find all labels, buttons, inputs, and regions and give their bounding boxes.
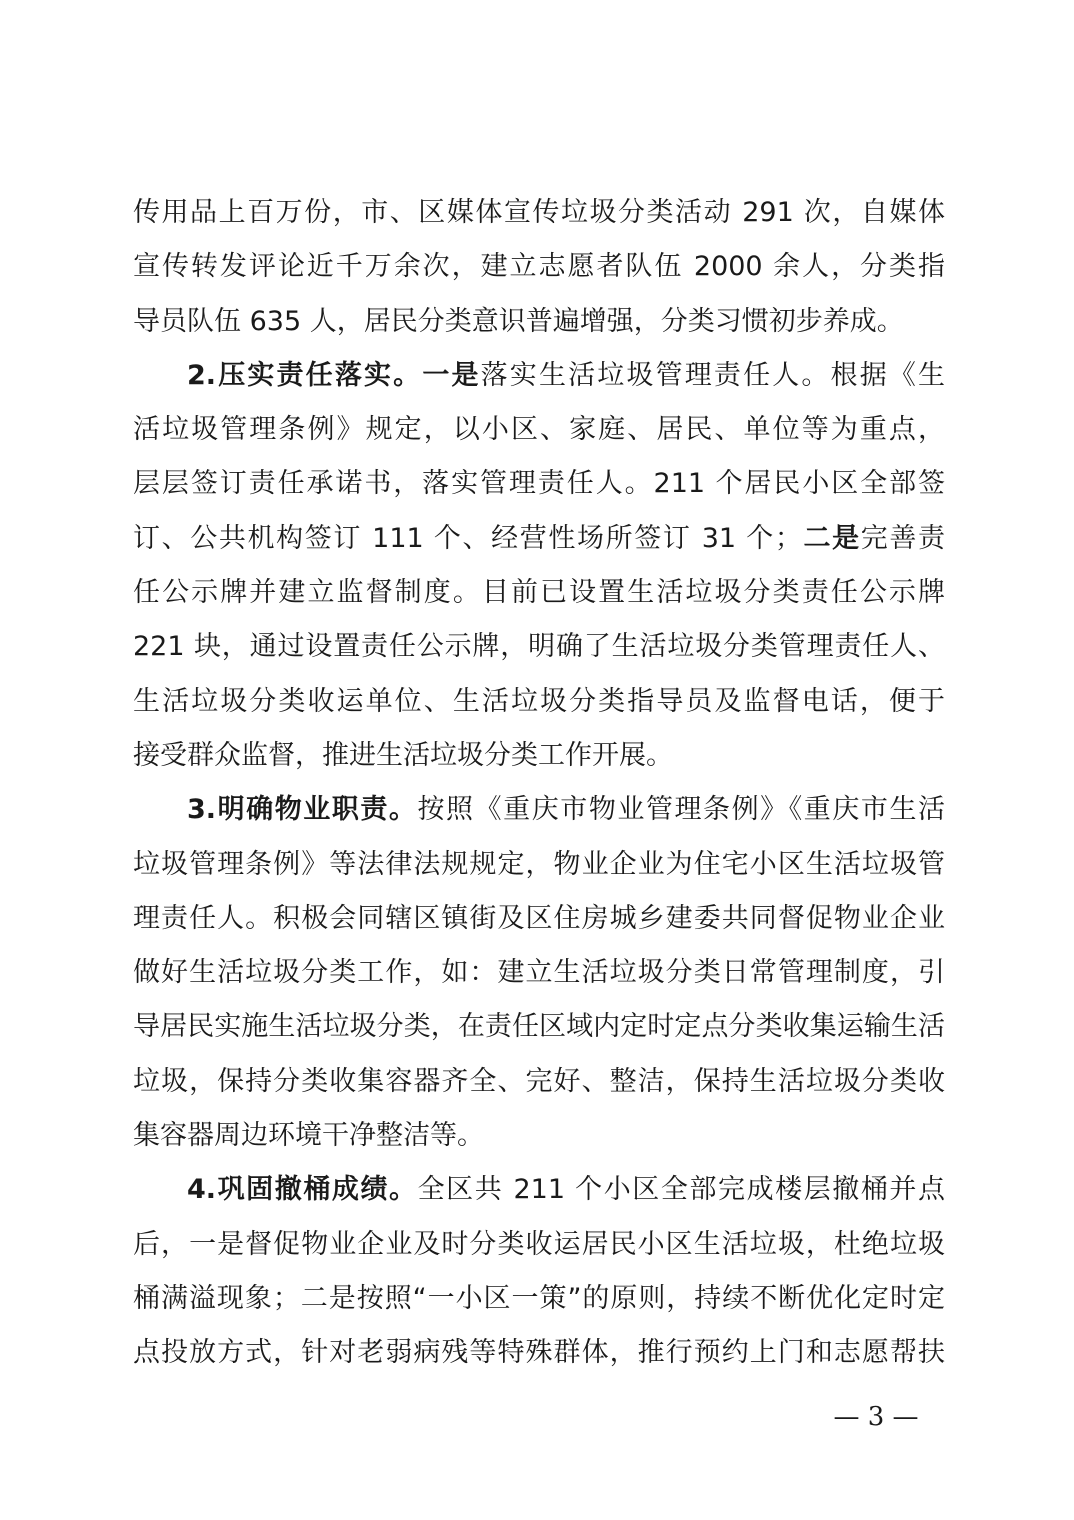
body-line: 接受群众监督，推进生活垃圾分类工作开展。 — [133, 739, 673, 771]
body-line: 做好生活垃圾分类工作，如：建立生活垃圾分类日常管理制度，引 — [133, 957, 945, 989]
lead-keyword: 一是 — [422, 359, 481, 391]
body-line: 生活垃圾分类收运单位、生活垃圾分类指导员及监督电话，便于 — [133, 685, 945, 717]
section-heading: 4.巩固撤桶成绩。 — [187, 1174, 418, 1206]
body-line: 221 块，通过设置责任公示牌，明确了生活垃圾分类管理责任人、 — [133, 631, 945, 663]
body-line: 垃圾管理条例》等法律法规规定，物业企业为住宅小区生活垃圾管 — [133, 848, 945, 880]
body-line: 集容器周边环境干净整洁等。 — [133, 1120, 484, 1152]
body-text: 全区共 211 个小区全部完成楼层撤桶并点 — [417, 1174, 945, 1206]
body-line: 任公示牌并建立监督制度。目前已设置生活垃圾分类责任公示牌 — [133, 577, 945, 609]
body-line: 点投放方式，针对老弱病残等特殊群体，推行预约上门和志愿帮扶 — [133, 1337, 945, 1369]
body-text: 落实生活垃圾管理责任人。根据《生 — [480, 359, 946, 391]
body-line: 活垃圾管理条例》规定，以小区、家庭、居民、单位等为重点， — [133, 414, 945, 446]
body-line: 后，一是督促物业企业及时分类收运居民小区生活垃圾，杜绝垃圾 — [133, 1228, 945, 1260]
second-keyword: 二是 — [801, 522, 861, 554]
body-line: 桶满溢现象；二是按照“一小区一策”的原则，持续不断优化定时定 — [133, 1282, 945, 1314]
body-line — [133, 512, 945, 566]
body-line: 层层签订责任承诺书，落实管理责任人。211 个居民小区全部签 — [133, 468, 945, 500]
section-heading-line — [133, 349, 945, 403]
body-text: 订、公共机构签订 111 个、经营性场所签订 31 个； — [133, 522, 802, 554]
body-line: 理责任人。积极会同辖区镇街及区住房城乡建委共同督促物业企业 — [133, 902, 945, 934]
section-heading-line — [133, 1163, 945, 1217]
body-line: 垃圾，保持分类收集容器齐全、完好、整洁，保持生活垃圾分类收 — [133, 1065, 945, 1097]
body-text: 按照《重庆市物业管理条例》《重庆市生活 — [417, 794, 946, 826]
body-line: 传用品上百万份，市、区媒体宣传垃圾分类活动 291 次，自媒体 — [133, 197, 945, 228]
page-number: — 3 — — [833, 1402, 919, 1432]
body-line: 导居民实施生活垃圾分类，在责任区域内定时定点分类收集运输生活 — [133, 1011, 945, 1043]
section-heading-line — [133, 783, 945, 837]
document-body — [133, 186, 945, 1381]
section-heading: 3.明确物业职责。 — [187, 794, 418, 826]
section-heading: 2.压实责任落实。 — [187, 359, 423, 391]
body-line: 导员队伍 635 人，居民分类意识普遍增强，分类习惯初步养成。 — [133, 305, 904, 337]
body-text: 完善责 — [860, 522, 946, 554]
body-line: 宣传转发评论近千万余次，建立志愿者队伍 2000 余人，分类指 — [133, 251, 945, 283]
